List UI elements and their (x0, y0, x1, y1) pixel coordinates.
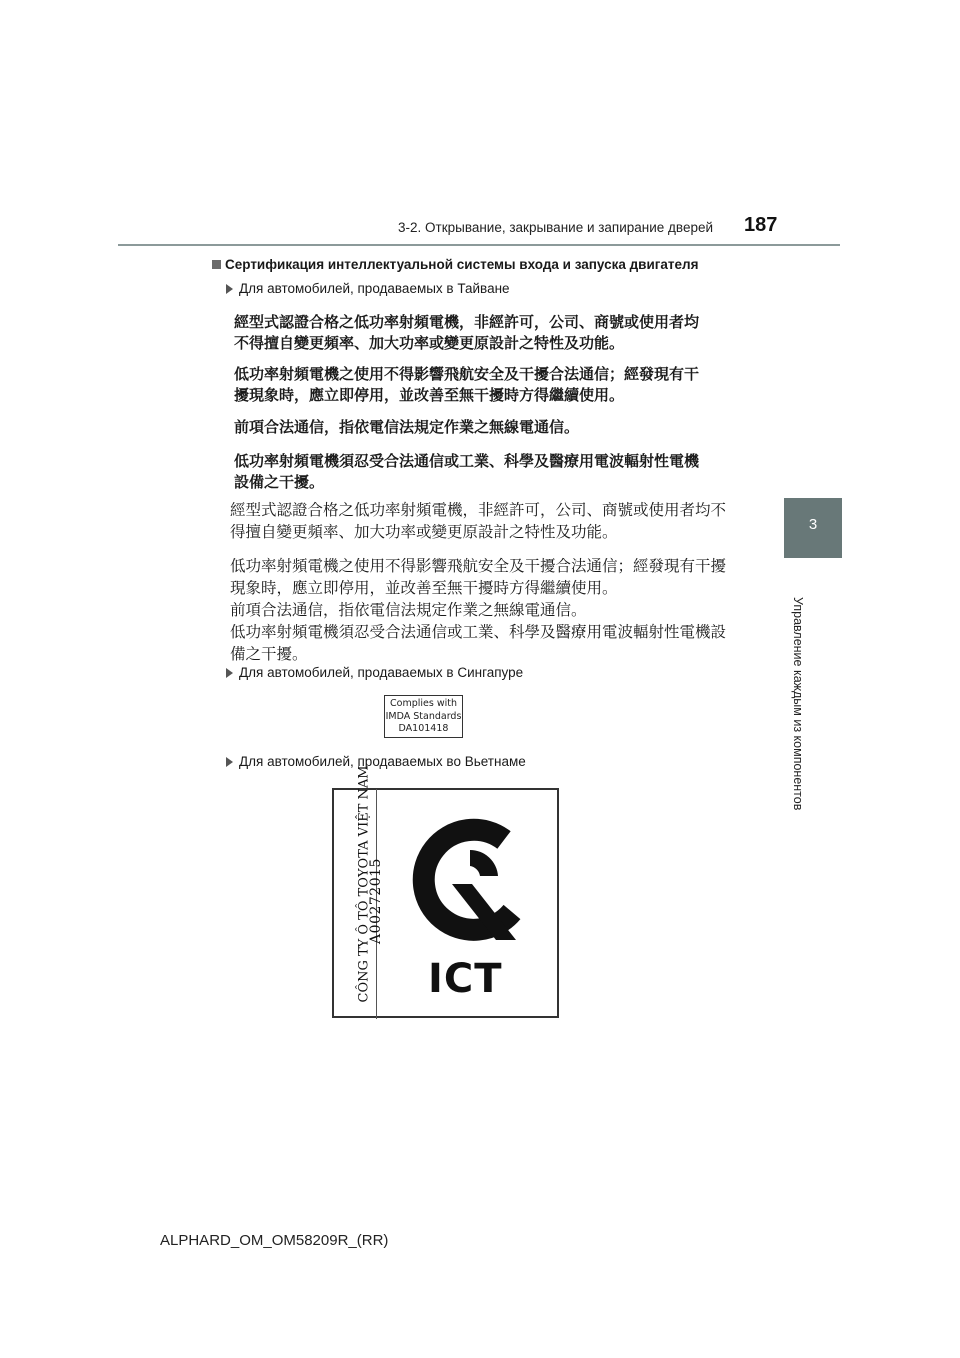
taiwan-para-1-sans (234, 312, 734, 354)
chapter-number: 3 (808, 516, 818, 533)
bullet-singapore-text: Для автомобилей, продаваемых в Сингапуре (239, 665, 524, 680)
text-line: 現象時，應立即停用，並改善至無干擾時方得繼續使用。 (230, 579, 618, 597)
text-line: 備之干擾。 (230, 645, 308, 663)
text-line: 設備之干擾。 (234, 473, 325, 491)
text-line: 低功率射頻電機須忍受合法通信或工業、科學及醫療用電波輻射性電機 (234, 452, 700, 470)
ict-cr-mark-icon (412, 816, 532, 946)
bullet-taiwan-text: Для автомобилей, продаваемых в Тайване (239, 281, 510, 296)
text-line: 前項合法通信，指依電信法規定作業之無線電通信。 (230, 601, 587, 619)
triangle-bullet-icon (226, 757, 233, 767)
text-line: 經型式認證合格之低功率射頻電機，非經許可，公司、商號或使用者均不 (230, 501, 727, 519)
chapter-tab (784, 498, 842, 558)
page-number: 187 (744, 214, 778, 236)
imda-line: IMDA Standards (385, 710, 462, 722)
ict-company-name: CÔNG TY Ô TÔ TOYOTA VIỆT NAM (356, 765, 372, 1003)
document-footer-code: ALPHARD_OM_OM58209R_(RR) (160, 1232, 389, 1249)
ict-mark-text: ICT (428, 956, 503, 1002)
section-heading (212, 257, 698, 272)
triangle-bullet-icon (226, 668, 233, 678)
square-bullet-icon (212, 260, 221, 269)
imda-line: Complies with (390, 698, 457, 709)
bullet-vietnam (226, 754, 526, 769)
ict-certification-label (332, 765, 559, 1018)
taiwan-para-2-serif (230, 555, 730, 665)
text-line: 擾現象時，應立即停用，並改善至無干擾時方得繼續使用。 (234, 386, 625, 404)
text-line: 前項合法通信，指依電信法規定作業之無線電通信。 (234, 418, 580, 436)
chapter-side-label: Управление каждым из компонентов (791, 597, 805, 811)
bullet-taiwan (226, 281, 510, 296)
text-line: 經型式認證合格之低功率射頻電機，非經許可，公司、商號或使用者均 (234, 313, 700, 331)
taiwan-para-4-sans (234, 451, 734, 493)
imda-compliance-label (384, 695, 463, 738)
section-heading-text: Сертификация интеллектуальной системы входа и запуска двигателя (225, 257, 699, 272)
text-line: 低功率射頻電機須忍受合法通信或工業、科學及醫療用電波輻射性電機設 (230, 623, 727, 641)
header-divider (118, 244, 840, 246)
running-header-section: 3-2. Открывание, закрывание и запирание дверей (398, 220, 714, 235)
taiwan-para-1-serif (230, 499, 730, 543)
bullet-vietnam-text: Для автомобилей, продаваемых во Вьетнаме (239, 754, 526, 769)
imda-line: DA101418 (398, 723, 449, 734)
bullet-singapore (226, 665, 523, 680)
text-line: 低功率射頻電機之使用不得影響飛航安全及干擾合法通信；經發現有干 (234, 365, 700, 383)
text-line: 得擅自變更頻率、加大功率或變更原設計之特性及功能。 (230, 523, 618, 541)
text-line: 低功率射頻電機之使用不得影響飛航安全及干擾合法通信；經發現有干擾 (230, 557, 727, 575)
taiwan-para-2-sans (234, 364, 734, 406)
text-line: 不得擅自變更頻率、加大功率或變更原設計之特性及功能。 (234, 334, 625, 352)
taiwan-para-3-sans (234, 417, 734, 438)
ict-approval-code: A00272015 (368, 858, 384, 944)
triangle-bullet-icon (226, 284, 233, 294)
